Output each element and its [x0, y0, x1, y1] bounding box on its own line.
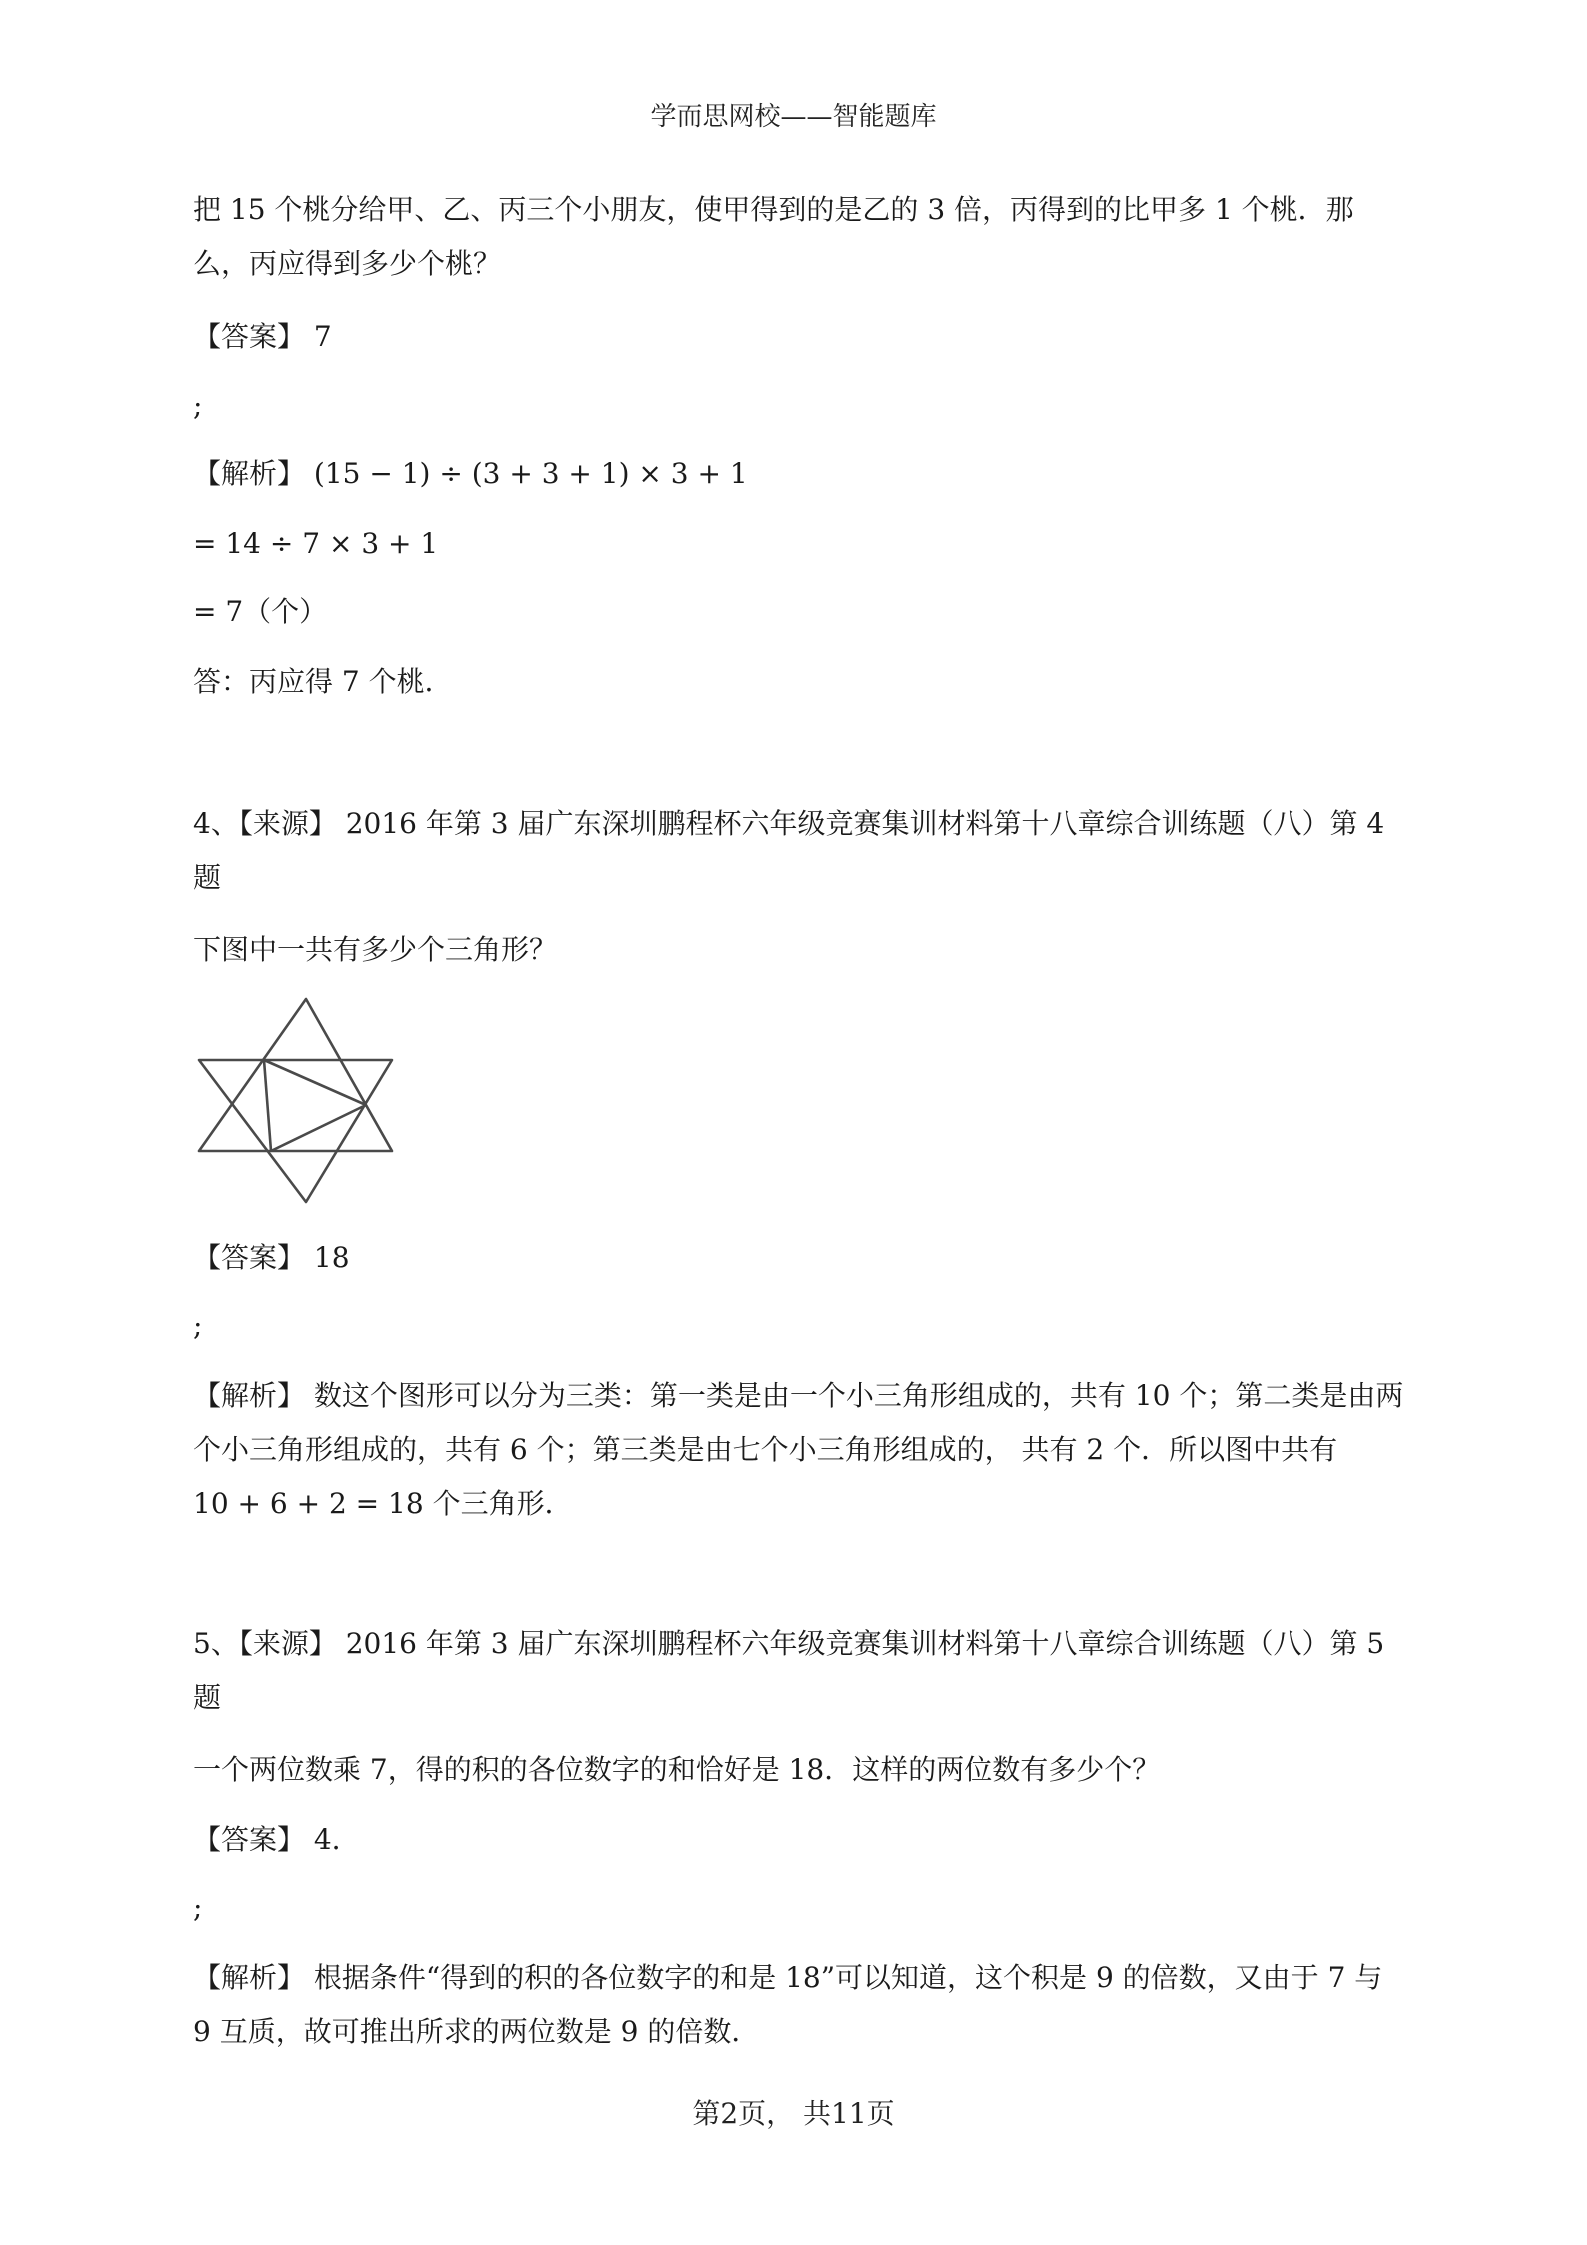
analysis-line: 【解析】 数这个图形可以分为三类：第一类是由一个小三角形组成的，共有 10 个；第二类是由两	[193, 1379, 1404, 1412]
page-footer: 第2页， 共11页	[692, 2097, 895, 2130]
answer-line: 【答案】 7	[193, 320, 332, 353]
question-text: 么，丙应得到多少个桃？	[193, 247, 502, 280]
separator: ;	[193, 1891, 203, 1924]
analysis-line: 9 互质，故可推出所求的两位数是 9 的倍数．	[193, 2015, 760, 2048]
page-header: 学而思网校——智能题库	[650, 102, 937, 132]
source-line: 题	[193, 1681, 222, 1714]
answer-line: 【答案】 4．	[193, 1823, 360, 1856]
downward-triangle	[199, 1060, 392, 1202]
source-line: 5、【来源】 2016 年第 3 届广东深圳鹏程杯六年级竞赛集训材料第十八章综合训练题（八）第 5	[193, 1627, 1385, 1660]
answer-line: 【答案】 18	[193, 1241, 350, 1274]
conclusion-line: 答：丙应得 7 个桃．	[193, 665, 453, 698]
question-text: 下图中一共有多少个三角形？	[193, 933, 558, 966]
source-line: 4、【来源】 2016 年第 3 届广东深圳鹏程杯六年级竞赛集训材料第十八章综合训练题（八）第 4	[193, 807, 1385, 840]
question-text: 一个两位数乘 7，得的积的各位数字的和恰好是 18．这样的两位数有多少个？	[193, 1753, 1161, 1786]
analysis-line: = 7（个）	[193, 595, 328, 628]
inner-line	[264, 1060, 271, 1151]
analysis-line: 10 + 6 + 2 = 18 个三角形．	[193, 1487, 573, 1520]
question-text: 把 15 个桃分给甲、乙、丙三个小朋友，使甲得到的是乙的 3 倍，丙得到的比甲多 1 个桃．那	[193, 193, 1354, 226]
separator: ;	[193, 389, 203, 422]
separator: ;	[193, 1309, 203, 1342]
analysis-line: 【解析】 (15 − 1) ÷ (3 + 3 + 1) × 3 + 1	[193, 457, 748, 490]
analysis-line: 个小三角形组成的，共有 6 个；第三类是由七个小三角形组成的， 共有 2 个．所以图中共有	[193, 1433, 1338, 1466]
source-line: 题	[193, 861, 222, 894]
analysis-line: = 14 ÷ 7 × 3 + 1	[193, 527, 439, 560]
inner-line	[264, 1060, 366, 1105]
analysis-line: 【解析】 根据条件“得到的积的各位数字的和是 18”可以知道，这个积是 9 的倍数，又由于 7 与	[193, 1961, 1383, 1994]
star-of-triangles-figure	[193, 995, 398, 1205]
